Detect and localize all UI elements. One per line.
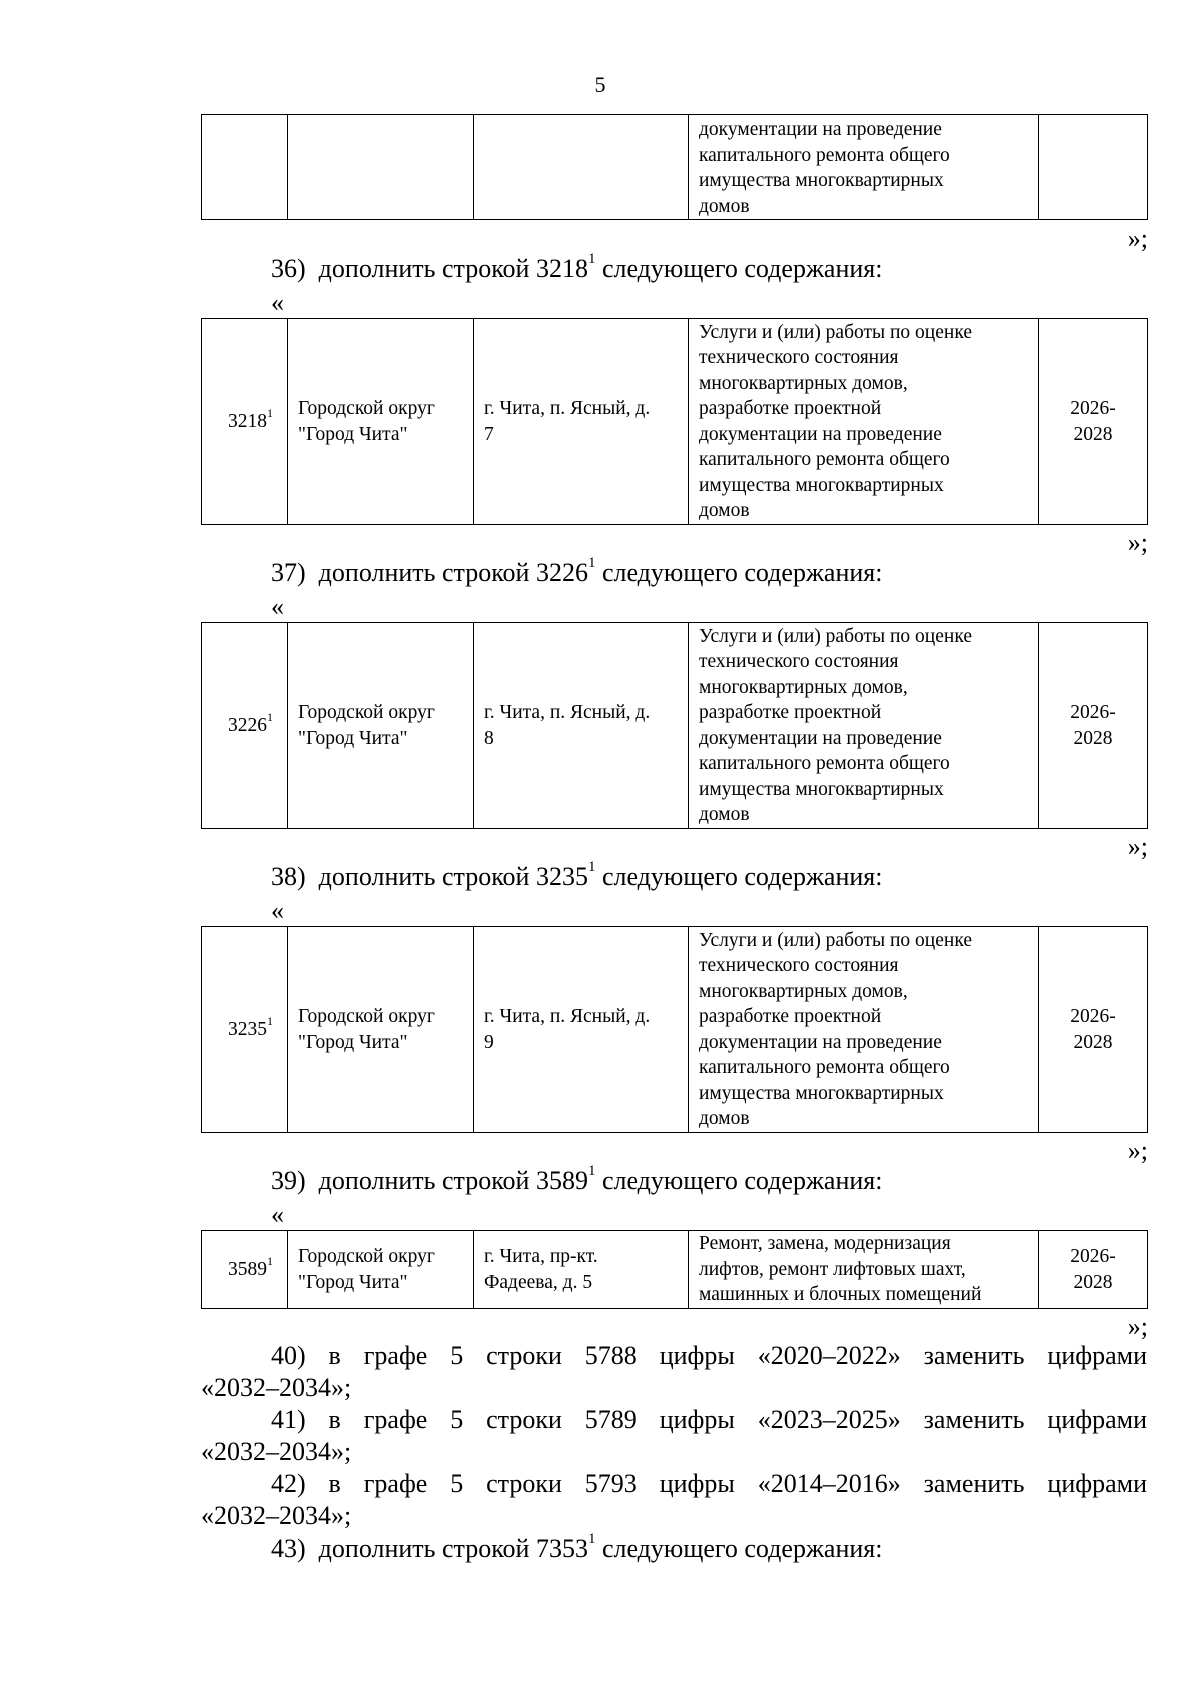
years-line: 2026-	[1070, 398, 1116, 419]
work-line: технического состояния	[699, 347, 899, 368]
cell-address	[474, 115, 689, 220]
work-line: домов	[699, 804, 750, 825]
work-line: Услуги и (или) работы по оценке	[699, 929, 972, 951]
item-36	[271, 253, 882, 285]
work-line: документации на проведение	[699, 1031, 942, 1053]
work-line: многоквартирных домов,	[699, 980, 908, 1002]
item-number: 36)	[271, 254, 306, 283]
municipality-line: "Город Чита"	[298, 1031, 408, 1053]
work-line: имущества многоквартирных	[699, 1082, 944, 1104]
municipality-line: "Город Чита"	[298, 1271, 408, 1293]
item-text: следующего содержания:	[595, 1166, 883, 1195]
work-line: капитального ремонта общего	[699, 449, 950, 470]
row-table-3226	[201, 622, 1148, 829]
closing-quote: »;	[1127, 224, 1148, 253]
work-line: разработке проектной	[699, 702, 882, 723]
address-line: Фадеева, д. 5	[484, 1271, 593, 1293]
cell-years	[1039, 1231, 1148, 1309]
superscript: 1	[587, 1163, 596, 1180]
paragraph-40-line1: 40) в графе 5 строки 5788 цифры «2020–2022» заменить цифрами	[271, 1341, 1147, 1370]
superscript: 1	[587, 251, 596, 268]
item-number: 39)	[271, 1166, 306, 1195]
cell-municipality	[288, 623, 474, 829]
row-table-3218	[201, 318, 1148, 525]
opening-quote: «	[271, 592, 284, 621]
cell-address	[474, 927, 689, 1133]
address-line: г. Чита, п. Ясный, д.	[484, 398, 651, 419]
work-line: разработке проектной	[699, 398, 882, 419]
municipality-line: "Город Чита"	[298, 727, 408, 749]
work-line: имущества многоквартирных	[699, 474, 944, 496]
superscript: 1	[587, 1531, 596, 1548]
item-text: дополнить строкой 3226	[318, 558, 588, 587]
item-text: дополнить строкой 3218	[318, 254, 588, 283]
work-line: документации на проведение	[699, 423, 942, 445]
years-line: 2028	[1073, 727, 1113, 749]
work-line: многоквартирных домов,	[699, 676, 908, 698]
address-line: 8	[484, 727, 494, 749]
item-text: дополнить строкой 7353	[318, 1534, 588, 1563]
work-line: машинных и блочных помещений	[699, 1284, 982, 1306]
years-line: 2026-	[1070, 702, 1116, 723]
closing-quote: »;	[1127, 832, 1148, 861]
paragraph-42-line1: 42) в графе 5 строки 5793 цифры «2014–2016» заменить цифрами	[271, 1469, 1147, 1498]
municipality-line: Городской округ	[298, 1246, 435, 1267]
continuation-table	[201, 114, 1148, 220]
work-line: документации на проведение	[699, 727, 942, 749]
cell-work	[689, 927, 1039, 1133]
item-37	[271, 557, 882, 589]
cell-number: 3226$^1$	[202, 623, 288, 829]
cell-number: 3589$^1$	[202, 1231, 288, 1309]
cell-work	[689, 623, 1039, 829]
item-43	[271, 1533, 882, 1565]
cell-number	[202, 115, 288, 220]
table-row	[202, 319, 1148, 525]
cell-municipality	[288, 1231, 474, 1309]
page-number: 5	[594, 72, 606, 97]
work-line: многоквартирных домов,	[699, 372, 908, 394]
years-line: 2028	[1073, 1031, 1113, 1053]
table-row	[202, 623, 1148, 829]
work-line: имущества многоквартирных	[699, 170, 944, 191]
years-line: 2028	[1073, 1271, 1113, 1293]
item-38	[271, 861, 882, 893]
work-line: документации на проведение	[699, 119, 942, 140]
cell-number: 3235$^1$	[202, 927, 288, 1133]
work-line: Услуги и (или) работы по оценке	[699, 321, 972, 343]
row-table-3589	[201, 1230, 1148, 1309]
item-text: дополнить строкой 3589	[318, 1166, 588, 1195]
cell-years	[1039, 927, 1148, 1133]
table-row	[202, 1231, 1148, 1309]
item-text: дополнить строкой 3235	[318, 862, 588, 891]
item-number: 43)	[271, 1534, 306, 1563]
item-number: 37)	[271, 558, 306, 587]
work-line: Ремонт, замена, модернизация	[699, 1233, 951, 1255]
row-table-3235	[201, 926, 1148, 1133]
work-line: домов	[699, 195, 750, 217]
cell-number: 3218$^1$	[202, 319, 288, 525]
table-row	[202, 927, 1148, 1133]
table-row	[202, 115, 1148, 220]
municipality-line: Городской округ	[298, 702, 435, 723]
cell-years	[1039, 623, 1148, 829]
cell-address	[474, 1231, 689, 1309]
item-39	[271, 1165, 882, 1197]
cell-work	[689, 115, 1039, 220]
work-line: технического состояния	[699, 955, 899, 976]
closing-quote: »;	[1127, 1136, 1148, 1165]
work-line: капитального ремонта общего	[699, 144, 950, 166]
paragraph-41-line1: 41) в графе 5 строки 5789 цифры «2023–2025» заменить цифрами	[271, 1405, 1147, 1434]
municipality-line: "Город Чита"	[298, 423, 408, 445]
superscript: 1	[587, 859, 596, 876]
address-line: г. Чита, п. Ясный, д.	[484, 702, 651, 723]
cell-address	[474, 319, 689, 525]
work-line: капитального ремонта общего	[699, 753, 950, 774]
work-line: Услуги и (или) работы по оценке	[699, 625, 972, 647]
work-line: лифтов, ремонт лифтовых шахт,	[699, 1258, 966, 1280]
item-text: следующего содержания:	[595, 1534, 883, 1563]
cell-address	[474, 623, 689, 829]
address-line: 7	[484, 423, 494, 445]
work-line: домов	[699, 500, 750, 521]
closing-quote: »;	[1127, 528, 1148, 557]
opening-quote: «	[271, 288, 284, 317]
cell-work	[689, 1231, 1039, 1309]
address-line: г. Чита, пр-кт.	[484, 1246, 598, 1267]
paragraph-42-line2: «2032–2034»;	[201, 1501, 352, 1530]
cell-years	[1039, 319, 1148, 525]
item-number: 38)	[271, 862, 306, 891]
address-line: 9	[484, 1031, 494, 1053]
cell-years	[1039, 115, 1148, 220]
item-text: следующего содержания:	[595, 254, 883, 283]
cell-work	[689, 319, 1039, 525]
opening-quote: «	[271, 896, 284, 925]
paragraph-41-line2: «2032–2034»;	[201, 1437, 352, 1466]
work-line: капитального ремонта общего	[699, 1057, 950, 1078]
work-line: технического состояния	[699, 651, 899, 672]
work-line: домов	[699, 1108, 750, 1129]
work-line: разработке проектной	[699, 1006, 882, 1027]
cell-municipality	[288, 927, 474, 1133]
paragraph-40-line2: «2032–2034»;	[201, 1373, 352, 1402]
municipality-line: Городской округ	[298, 398, 435, 419]
opening-quote: «	[271, 1200, 284, 1229]
item-text: следующего содержания:	[595, 862, 883, 891]
cell-municipality	[288, 319, 474, 525]
item-text: следующего содержания:	[595, 558, 883, 587]
years-line: 2026-	[1070, 1006, 1116, 1027]
years-line: 2026-	[1070, 1246, 1116, 1267]
closing-quote: »;	[1127, 1312, 1148, 1341]
cell-municipality	[288, 115, 474, 220]
address-line: г. Чита, п. Ясный, д.	[484, 1006, 651, 1027]
years-line: 2028	[1073, 423, 1113, 445]
superscript: 1	[587, 555, 596, 572]
work-line: имущества многоквартирных	[699, 778, 944, 800]
municipality-line: Городской округ	[298, 1006, 435, 1027]
